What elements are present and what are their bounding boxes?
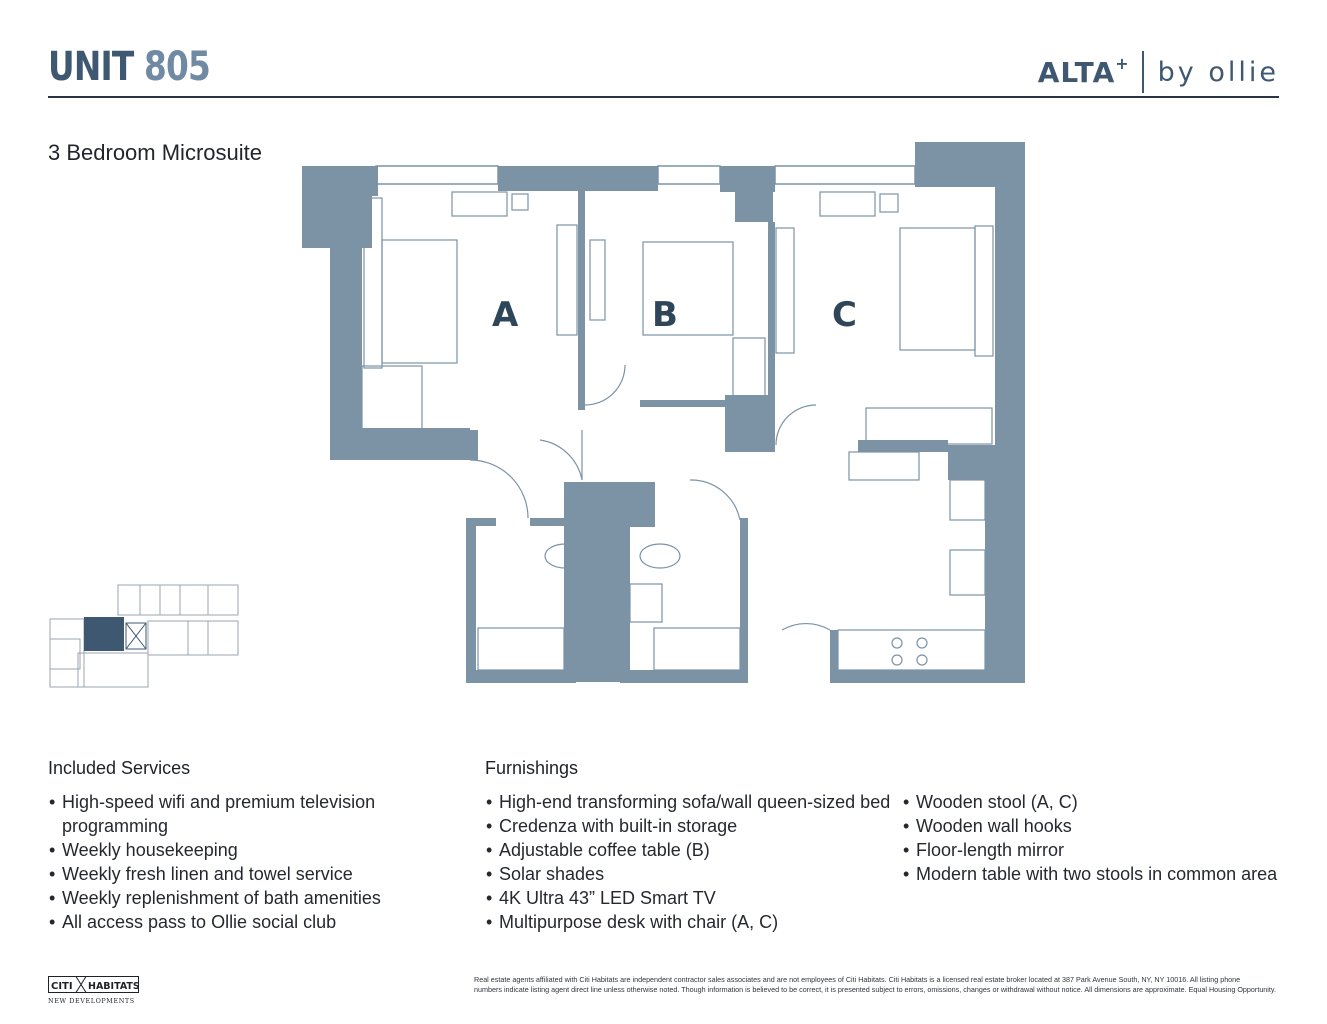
list-item: [902, 790, 1277, 814]
list-item: [48, 886, 381, 910]
list-item: [485, 790, 890, 814]
furnishing-item: High-end transforming sofa/wall queen-sized bed: [499, 792, 891, 812]
unit-label: UNIT: [48, 44, 134, 90]
unit-type-subtitle: 3 Bedroom Microsuite: [48, 140, 262, 165]
logo-sub-text: NEW DEVELOPMENTS: [48, 997, 135, 1005]
service-item: Weekly fresh linen and towel service: [62, 864, 353, 884]
unit-highlight: [84, 617, 124, 651]
furnishings-list-2: [902, 790, 1277, 886]
service-item: All access pass to Ollie social club: [62, 912, 337, 932]
furnishing-item: Wooden wall hooks: [916, 816, 1072, 836]
furnishing-item: Modern table with two stools in common area: [916, 864, 1278, 884]
furnishing-item: Multipurpose desk with chair (A, C): [499, 912, 779, 932]
logo-right-text: HABITATS: [88, 981, 140, 992]
legal-disclaimer: [474, 975, 1280, 995]
brand-logo: [1038, 50, 1279, 94]
room-label-c: C: [832, 295, 857, 335]
furnishing-item: 4K Ultra 43” LED Smart TV: [499, 888, 716, 908]
list-item: [48, 862, 381, 886]
brand-name-text: ALTA: [1037, 55, 1116, 89]
brand-name: [1037, 53, 1130, 89]
brand-suffix: by ollie: [1157, 56, 1279, 88]
list-item: [485, 910, 890, 934]
unit-number: 805: [143, 44, 211, 90]
list-item: [485, 838, 890, 862]
furnishing-item: Wooden stool (A, C): [916, 792, 1078, 812]
header-rule: [48, 96, 1279, 98]
furnishings-list-1: [485, 790, 890, 934]
disclaimer-line: Real estate agents affiliated with Citi Habitats are independent contractor sales associates and are not employees of Citi Habitats. Citi Habitats is a licensed real estate broker located at 387 Park Avenue South, NY, NY 10016. All listing phone: [474, 975, 1241, 984]
furnishing-item: Adjustable coffee table (B): [499, 840, 710, 860]
list-item: [485, 862, 890, 886]
room-label-a: A: [492, 295, 519, 335]
service-item: Weekly replenishment of bath amenities: [62, 888, 381, 908]
service-item-continuation: programming: [62, 816, 169, 836]
furnishing-item: Credenza with built-in storage: [499, 816, 738, 836]
furnishing-item: Floor-length mirror: [916, 840, 1065, 860]
building-key-plan: [48, 583, 240, 689]
unit-title: [48, 44, 210, 90]
list-item: [485, 814, 890, 838]
list-item: [48, 910, 381, 934]
room-labels: [492, 295, 857, 335]
furnishings-heading: Furnishings: [485, 758, 579, 778]
service-item: High-speed wifi and premium television: [62, 792, 376, 812]
floor-plan: [300, 140, 1030, 685]
list-item: [902, 838, 1277, 862]
list-item: [902, 814, 1277, 838]
disclaimer-line: numbers indicate listing agent direct line unless otherwise noted. Though information is believed to be correct, it is presented subject to errors, omissions, changes or withdrawal without notice. All dimensions are approximate. Equal Housing Opportunity.: [474, 985, 1276, 994]
list-item: [902, 862, 1277, 886]
logo-left-text: CITI: [51, 981, 73, 992]
brand-divider: [1142, 51, 1144, 93]
room-label-b: B: [652, 295, 678, 335]
services-list: [48, 790, 381, 934]
furnishing-item: Solar shades: [499, 864, 605, 884]
brand-plus: +: [1115, 53, 1130, 73]
list-item: [48, 790, 381, 838]
walls: [302, 142, 1025, 683]
services-heading: Included Services: [48, 758, 191, 778]
service-item: Weekly housekeeping: [62, 840, 238, 860]
citi-habitats-logo: [48, 975, 140, 1007]
list-item: [48, 838, 381, 862]
list-item: [485, 886, 890, 910]
